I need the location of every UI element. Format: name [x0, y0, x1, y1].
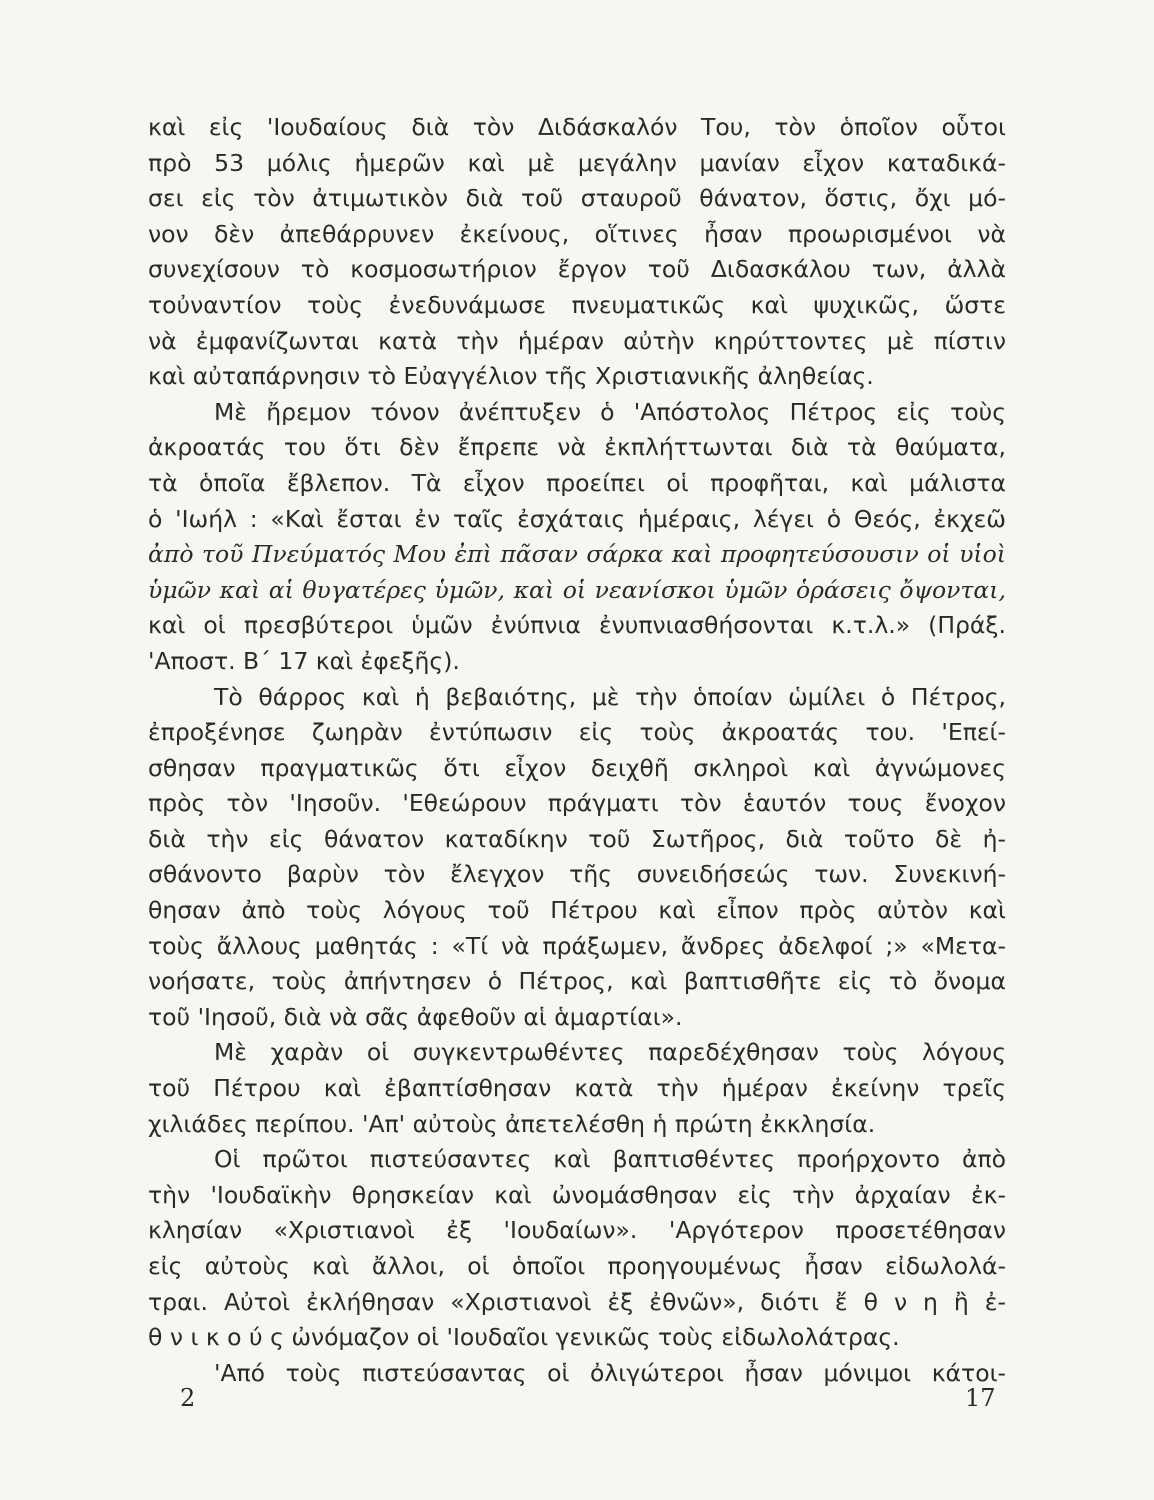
text-line: σθάνοντο βαρὺν τὸν ἔλεγχον τῆς συνειδήσεώς των. Συνεκινή-	[148, 860, 1006, 889]
text-line: θησαν ἀπὸ τοὺς λόγους τοῦ Πέτρου καὶ εἶπον πρὸς αὐτὸν καὶ	[148, 896, 1006, 925]
paragraph-start-line: Οἱ πρῶτοι πιστεύσαντες καὶ βαπτισθέντες προήρχοντο ἀπὸ	[214, 1145, 1006, 1174]
text-line: διὰ τὴν εἰς θάνατον καταδίκην τοῦ Σωτῆρος, διὰ τοῦτο δὲ ἠ-	[148, 824, 1006, 853]
text-line: τὴν 'Ιουδαϊκὴν θρησκείαν καὶ ὠνομάσθησαν εἰς τὴν ἀρχαίαν ἐκ-	[148, 1180, 1006, 1209]
text-line: τραι. Αὐτοὶ ἐκλήθησαν «Χριστιανοὶ ἐξ ἐθνῶν», διότι ἔ θ ν η ἢ ἐ-	[148, 1287, 1006, 1316]
text-line: τοῦ 'Ιησοῦ, διὰ νὰ σᾶς ἀφεθοῦν αἱ ἁμαρτίαι».	[148, 1002, 683, 1031]
paragraph-start-line: Μὲ χαρὰν οἱ συγκεντρωθέντες παρεδέχθησαν τοὺς λόγους	[214, 1038, 1006, 1067]
text-line: τοὺς ἄλλους μαθητάς : «Τί νὰ πράξωμεν, ἄνδρες ἀδελφοί ;» «Μετα-	[148, 931, 1006, 960]
text-line: τοῦ Πέτρου καὶ ἐβαπτίσθησαν κατὰ τὴν ἡμέραν ἐκείνην τρεῖς	[148, 1074, 1006, 1103]
text-line: τοὐναντίον τοὺς ἐνεδυνάμωσε πνευματικῶς καὶ ψυχικῶς, ὥστε	[148, 290, 1006, 319]
quotation-line: ὑμῶν καὶ αἱ θυγατέρες ὑμῶν, καὶ οἱ νεανίσκοι ὑμῶν ὁράσεις ὄψονται,	[148, 575, 1006, 604]
text-line: εἰς αὐτοὺς καὶ ἄλλοι, οἱ ὁποῖοι προηγουμένως ἦσαν εἰδωλολά-	[148, 1252, 1006, 1280]
text-line: πρὸ 53 μόλις ἡμερῶν καὶ μὲ μεγάλην μανίαν εἶχον καταδικά-	[148, 148, 1006, 177]
text-line: ἀκροατάς του ὅτι δὲν ἔπρεπε νὰ ἐκπλήττωνται διὰ τὰ θαύματα,	[148, 433, 1006, 462]
text-line: ἐπροξένησε ζωηρὰν ἐντύπωσιν εἰς τοὺς ἀκροατάς του. 'Επεί-	[148, 718, 1006, 747]
text-line: νοήσατε, τοὺς ἀπήντησεν ὁ Πέτρος, καὶ βαπτισθῆτε εἰς τὸ ὄνομα	[148, 967, 1006, 996]
text-line: νὰ ἐμφανίζωνται κατὰ τὴν ἡμέραν αὐτὴν κηρύττοντες μὲ πίστιν	[148, 326, 1006, 355]
text-line: 'Αποστ. Β΄ 17 καὶ ἐφεξῆς).	[148, 646, 460, 675]
text-line: κλησίαν «Χριστιανοὶ ἐξ 'Ιουδαίων». 'Αργότερον προσετέθησαν	[148, 1216, 1006, 1245]
signature-mark: 2	[180, 1384, 196, 1412]
text-line: θ ν ι κ ο ύ ς ὠνόμαζον οἱ 'Ιουδαῖοι γενικῶς τοὺς εἰδωλολάτρας.	[148, 1323, 900, 1352]
text-line: καὶ αὐταπάρνησιν τὸ Εὐαγγέλιον τῆς Χριστιανικῆς ἀληθείας.	[148, 362, 874, 391]
paragraph-start-line: Μὲ ἤρεμον τόνον ἀνέπτυξεν ὁ 'Απόστολος Πέτρος εἰς τοὺς	[214, 397, 1006, 426]
page-number: 17	[965, 1384, 996, 1412]
text-line: σθησαν πραγματικῶς ὅτι εἶχον δειχθῆ σκληροὶ καὶ ἀγνώμονες	[148, 753, 1006, 782]
text-line: νον δὲν ἀπεθάρρυνεν ἐκείνους, οἵτινες ἦσαν προωρισμένοι νὰ	[148, 219, 1006, 248]
text-line: ὁ 'Ιωήλ : «Καὶ ἔσται ἐν ταῖς ἐσχάταις ἡμέραις, λέγει ὁ Θεός, ἐκχεῶ	[148, 504, 1006, 533]
text-line: καὶ οἱ πρεσβύτεροι ὑμῶν ἐνύπνια ἐνυπνιασθήσονται κ.τ.λ.» (Πράξ.	[148, 611, 1006, 640]
body-text	[148, 110, 1006, 1391]
text-line: τὰ ὁποῖα ἔβλεπον. Τὰ εἶχον προείπει οἱ προφῆται, καὶ μάλιστα	[148, 468, 1006, 497]
paragraph-start-line: Τὸ θάρρος καὶ ἡ βεβαιότης, μὲ τὴν ὁποίαν ὡμίλει ὁ Πέτρος,	[214, 682, 1006, 711]
quotation-line: ἀπὸ τοῦ Πνεύματός Μου ἐπὶ πᾶσαν σάρκα καὶ προφητεύσουσιν οἱ υἱοὶ	[148, 540, 1006, 569]
text-line: πρὸς τὸν 'Ιησοῦν. 'Εθεώρουν πράγματι τὸν ἑαυτόν τους ἔνοχον	[148, 789, 1006, 818]
paragraph-start-line: 'Από τοὺς πιστεύσαντας οἱ ὀλιγώτεροι ἦσαν μόνιμοι κάτοι-	[214, 1358, 1006, 1387]
text-line: σει εἰς τὸν ἀτιμωτικὸν διὰ τοῦ σταυροῦ θάνατον, ὅστις, ὄχι μό-	[148, 184, 1006, 213]
text-line: συνεχίσουν τὸ κοσμοσωτήριον ἔργον τοῦ Διδασκάλου των, ἀλλὰ	[148, 255, 1006, 284]
text-line: χιλιάδες περίπου. 'Απ' αὐτοὺς ἀπετελέσθη ἡ πρώτη ἐκκλησία.	[148, 1109, 876, 1138]
text-line: καὶ εἰς 'Ιουδαίους διὰ τὸν Διδάσκαλόν Του, τὸν ὁποῖον οὗτοι	[148, 113, 1006, 141]
